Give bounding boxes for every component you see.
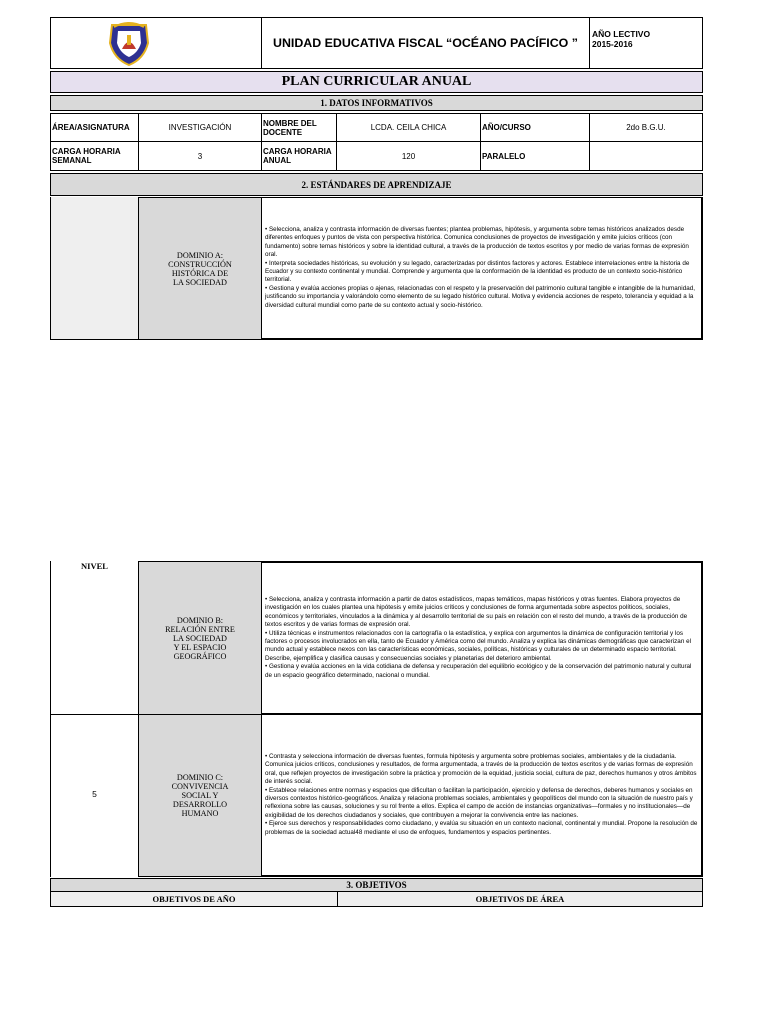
domain-c-standards bbox=[261, 714, 703, 877]
domain-b-standard: • Utiliza técnicas e instrumentos relacionados con la cartografía o la estadística, y explica con argumentos la dinámica de configuración territorial y los factores o procesos involucrados en ella, tanto de Ecuador y América como del mundo. Analiza y explica las dinámicas demográficas que caracterizan el mundo actual y establece nexos con las características económicas, sociales, políticas, históricas y culturales de un determinado espacio territorial. Describe, ejemplifica y clasifica causas y consecuencias sociales y planetarias del deterioro ambiental. bbox=[265, 629, 691, 662]
nivel-column bbox=[50, 561, 139, 877]
domain-b-standard: • Gestiona y evalúa acciones en la vida cotidiana de defensa y recuperación del equilibrio ecológico y de la conservación del patrimonio natural y cultural de un espacio geográfico determinado, nacional o mundial. bbox=[265, 663, 692, 679]
plan-title-bar bbox=[50, 71, 703, 93]
domain-c-standard: • Ejerce sus derechos y responsabilidades como ciudadano, y evalúa su situación en un contexto nacional, continental y mundial. Propone la resolución de problemas de la sociedad actual48 mediante el uso de enfoques, fundamentos y espacios pertinentes. bbox=[265, 820, 698, 836]
domain-a-standards bbox=[261, 197, 703, 340]
school-year-label: AÑO LECTIVO bbox=[592, 29, 651, 39]
objetivos-area-header bbox=[337, 891, 703, 907]
nivel-divider bbox=[50, 714, 139, 715]
domain-a-standard: • Selecciona, analiza y contrasta información de diversas fuentes; plantea problemas, hipótesis, y argumenta sobre temas históricos analizados desde diferentes enfoques y puntos de vista con perspectiva histórica. Comunica conclusiones de proyectos de investigación y emite juicios críticos (con fundamento) sobre temas históricos y sobre la identidad cultural, a través de la producción de textos escritos y por medio de varias formas de expresión oral. bbox=[265, 225, 689, 259]
section2-title: 2. ESTÁNDARES DE APRENDIZAJE bbox=[301, 179, 452, 190]
domain-a-standard: • Gestiona y evalúa acciones propias o ajenas, relacionadas con el respeto y la preservación del patrimonio cultural tangible e intangible de la humanidad, justificando su importancia y valorándolo como elemento de su legado histórico cultural. Motiva y evidencia acciones de respeto, tolerancia y equidad a la diversidad cultural mundial como parte de su contexto actual y socio-histórico. bbox=[265, 284, 695, 309]
logo-cell bbox=[50, 17, 262, 69]
school-name-cell bbox=[261, 17, 590, 69]
domain-c-standard: • Contrasta y selecciona información de diversas fuentes, formula hipótesis y argumenta sobre problemas sociales, ambientales y de la ciudadanía. Comunica juicios críticos, conclusiones y resultados, de forma argumentada, a través de la producción de textos escritos y de varias formas de expresión oral, que reflejen proyectos de investigación sobre la práctica y promoción de la equidad, justicia social, cultura de paz, derechos humanos y otros ámbitos de interés social. bbox=[265, 752, 697, 786]
domain-a-standard: • Interpreta sociedades históricas, su evolución y su legado, caracterizadas por distintos factores y actores. Establece interrelaciones entre la historia de Ecuador y su contexto continental y mundial. Comprende y argumenta que la conformación de la identidad es producto de un contexto socio-histórico territorial. bbox=[265, 259, 690, 284]
objetivos-year-label: OBJETIVOS DE AÑO bbox=[152, 894, 236, 904]
school-year-value: 2015-2016 bbox=[592, 38, 633, 49]
section1-title-bar bbox=[50, 95, 703, 111]
domain-c-label: DOMINIO C: CONVIVENCIA SOCIAL Y DESARROLLO HUMANO bbox=[138, 714, 262, 877]
docente-label: NOMBRE DEL DOCENTE bbox=[261, 113, 337, 142]
domain-b-label: DOMINIO B: RELACIÓN ENTRE LA SOCIEDAD Y EL ESPACIO GEOGRÁFICO bbox=[138, 561, 262, 715]
docente-value: LCDA. CEILA CHICA bbox=[336, 113, 481, 142]
domain-a-label: DOMINIO A: CONSTRUCCIÓN HISTÓRICA DE LA SOCIEDAD bbox=[138, 197, 262, 340]
nivel-column-top bbox=[50, 197, 139, 340]
paralelo-label: PARALELO bbox=[480, 141, 590, 171]
section3-title: 3. OBJETIVOS bbox=[346, 880, 407, 890]
objetivos-area-label: OBJETIVOS DE ÁREA bbox=[475, 894, 565, 904]
section3-title-bar bbox=[50, 878, 703, 892]
section1-title: 1. DATOS INFORMATIVOS bbox=[320, 98, 433, 108]
area-value: INVESTIGACIÓN bbox=[138, 113, 262, 142]
paralelo-value bbox=[589, 141, 703, 171]
domain-b-standard: • Selecciona, analiza y contrasta información a partir de datos estadísticos, mapas temáticos, mapas históricos y otras fuentes. Elabora proyectos de investigación en los cuales plantea una hipótesis y emite juicios críticos y conclusiones de forma argumentada sobre aspectos políticos, sociales, económicos y territoriales, vinculados a la dinámica y al desarrollo territorial de su país en relación con el resto del mundo, a través de la producción de textos escritos y de varias formas de expresión oral. bbox=[265, 595, 688, 629]
plan-title: PLAN CURRICULAR ANUAL bbox=[281, 74, 472, 89]
section2-title-bar bbox=[50, 173, 703, 196]
nivel-label: NIVEL bbox=[81, 561, 108, 571]
school-name: UNIDAD EDUCATIVA FISCAL “OCÉANO PACÍFICO ” bbox=[273, 36, 578, 50]
carga-anual-label: CARGA HORARIA ANUAL bbox=[261, 141, 337, 171]
school-crest-icon bbox=[104, 19, 154, 67]
domain-b-standards bbox=[261, 561, 703, 715]
area-label: ÁREA/ASIGNATURA bbox=[50, 113, 139, 142]
nivel-value: 5 bbox=[92, 789, 97, 799]
carga-anual-value: 120 bbox=[336, 141, 481, 171]
curso-label: AÑO/CURSO bbox=[480, 113, 590, 142]
carga-semanal-value: 3 bbox=[138, 141, 262, 171]
domain-c-standard: • Establece relaciones entre normas y espacios que dificultan o facilitan la participación, ejercicio y defensa de derechos, deberes humanos y sociales en diversos contextos histórico-geográficos. Analiza y relaciona problemas sociales, ambientales y geopolíticos del mundo con la situación de nuestro país y reflexiona sobre las causas, soluciones y su rol frente a ellos. Explica el campo de acción de instancias organizativas—formales y no institucionales—de exigibilidad de los derechos ciudadanos y sociales, que contribuyen a mejorar la convivencia entre las naciones. bbox=[265, 786, 693, 819]
school-year-cell bbox=[589, 17, 703, 69]
objetivos-year-header bbox=[50, 891, 338, 907]
curso-value: 2do B.G.U. bbox=[589, 113, 703, 142]
carga-semanal-label: CARGA HORARIA SEMANAL bbox=[50, 141, 139, 171]
